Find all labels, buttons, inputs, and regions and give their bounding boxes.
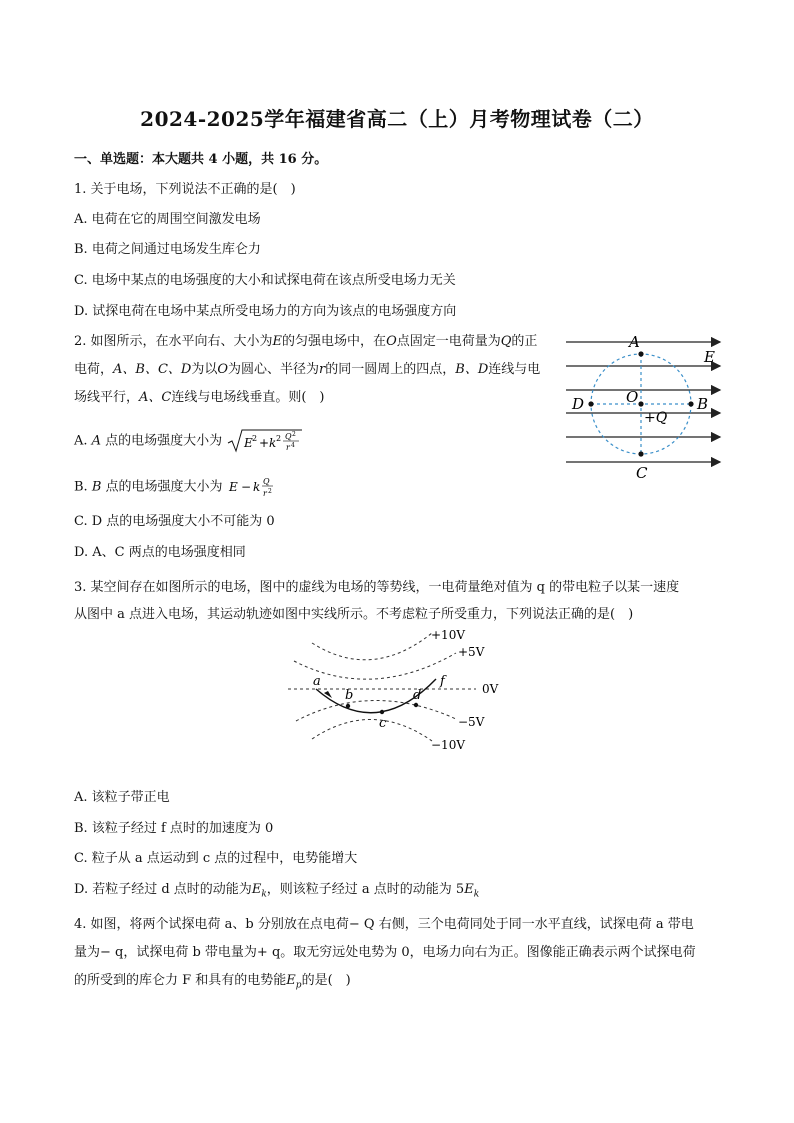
point-d	[414, 703, 418, 707]
label-a: A	[629, 333, 640, 351]
label-b: b	[345, 688, 354, 703]
field-formula	[227, 474, 281, 500]
label-c: c	[379, 716, 387, 731]
label-minus-10v: −10V	[431, 738, 465, 752]
label-b: B	[697, 395, 709, 413]
q1-option-d: D. 试探电荷在电场中某点所受电场力的方向为该点的电场强度方向	[74, 304, 457, 319]
svg-text:k: k	[252, 480, 260, 494]
svg-text:E: E	[228, 480, 238, 494]
q3-equipotential-figure	[286, 623, 522, 758]
svg-text:+: +	[259, 436, 270, 450]
point-o	[638, 401, 643, 406]
q2-option-b: B. B 点的电场强度大小为 E − k Q r 2	[74, 474, 281, 500]
label-d: d	[413, 688, 422, 703]
q3-option-b: B. 该粒子经过 f 点时的加速度为 0	[74, 821, 274, 836]
svg-text:E: E	[244, 436, 254, 450]
q2-field-figure	[560, 330, 730, 485]
sqrt-formula	[226, 428, 304, 454]
label-zero-v: 0V	[482, 682, 499, 696]
label-charge: +Q	[644, 410, 668, 426]
label-e: E	[704, 348, 715, 366]
svg-text:k: k	[269, 436, 277, 450]
q3-stem-line-1: 3. 某空间存在如图所示的电场，图中的虚线为电场的等势线，一电荷量绝对值为 q 的带电粒子以某一速度	[74, 580, 680, 595]
q1-option-b: B. 电荷之间通过电场发生库仑力	[74, 242, 261, 257]
svg-text:r: r	[286, 443, 291, 452]
svg-text:2: 2	[252, 434, 258, 443]
q4-line-1: 4. 如图，将两个试探电荷 a、b 分别放在点电荷− Q 右侧，三个电荷同处于同一水平直线，试探电荷 a 带电	[74, 917, 694, 932]
label-plus-10v: +10V	[431, 628, 465, 642]
q2-option-a: A. A 点的电场强度大小为 E 2 + k 2 Q 2 r 4	[74, 428, 304, 454]
svg-text:−: −	[240, 480, 251, 494]
svg-text:Q: Q	[285, 432, 292, 441]
svg-text:2: 2	[292, 431, 297, 438]
q1-option-a: A. 电荷在它的周围空间激发电场	[74, 212, 261, 227]
q3-option-c: C. 粒子从 a 点运动到 c 点的过程中，电势能增大	[74, 851, 358, 866]
q2-stem: 2. 如图所示，在水平向右、大小为E的匀强电场中，在O点固定一电荷量为Q的正电荷，A、B、C、D为以O为圆心、半径为r的同一圆周上的四点，B、D连线与电场线平行，A、C连线与电场线垂直。则( )	[74, 334, 541, 405]
svg-text:2: 2	[267, 488, 272, 495]
point-b	[346, 704, 350, 708]
point-d	[588, 401, 593, 406]
q3-option-a: A. 该粒子带正电	[74, 790, 170, 805]
svg-text:r: r	[262, 489, 267, 498]
point-a	[638, 351, 643, 356]
label-minus-5v: −5V	[458, 715, 485, 729]
q4-line-3: 的所受到的库仑力 F 和具有的电势能$E_p$的是( )	[74, 973, 351, 991]
label-o: O	[626, 388, 639, 406]
label-plus-5v: +5V	[458, 645, 485, 659]
q3-option-d: D. 若粒子经过 d 点时的动能为$E_k$，则该粒子经过 a 点时的动能为 $5E_k$	[74, 882, 480, 900]
q2-option-d: D. A、C 两点的电场强度相同	[74, 545, 246, 560]
section-heading: 一、单选题：本大题共 4 小题，共 16 分。	[74, 152, 328, 167]
svg-text:4: 4	[291, 442, 296, 449]
page-title: 2024-2025学年福建省高二（上）月考物理试卷（二）	[140, 107, 654, 131]
label-c: C	[636, 464, 648, 482]
svg-text:2: 2	[276, 434, 282, 443]
q1-option-c: C. 电场中某点的电场强度的大小和试探电荷在该点所受电场力无关	[74, 273, 456, 288]
q3-stem-line-2: 从图中 a 点进入电场，其运动轨迹如图中实线所示。不考虑粒子所受重力，下列说法正确的是( )	[74, 607, 634, 622]
q1-stem: 1. 关于电场，下列说法不正确的是( )	[74, 182, 296, 197]
svg-text:Q: Q	[262, 477, 270, 486]
q4-line-2: 量为− q，试探电荷 b 带电量为+ q。取无穷远处电势为 0，电场力向右为正。图像能正确表示两个试探电荷	[74, 945, 696, 960]
q2-option-c: C. D 点的电场强度大小不可能为 0	[74, 514, 275, 529]
label-f: f	[440, 674, 445, 689]
label-a: a	[313, 674, 321, 689]
point-c	[638, 451, 643, 456]
label-d: D	[572, 395, 585, 413]
point-b	[688, 401, 693, 406]
point-c	[380, 710, 384, 714]
